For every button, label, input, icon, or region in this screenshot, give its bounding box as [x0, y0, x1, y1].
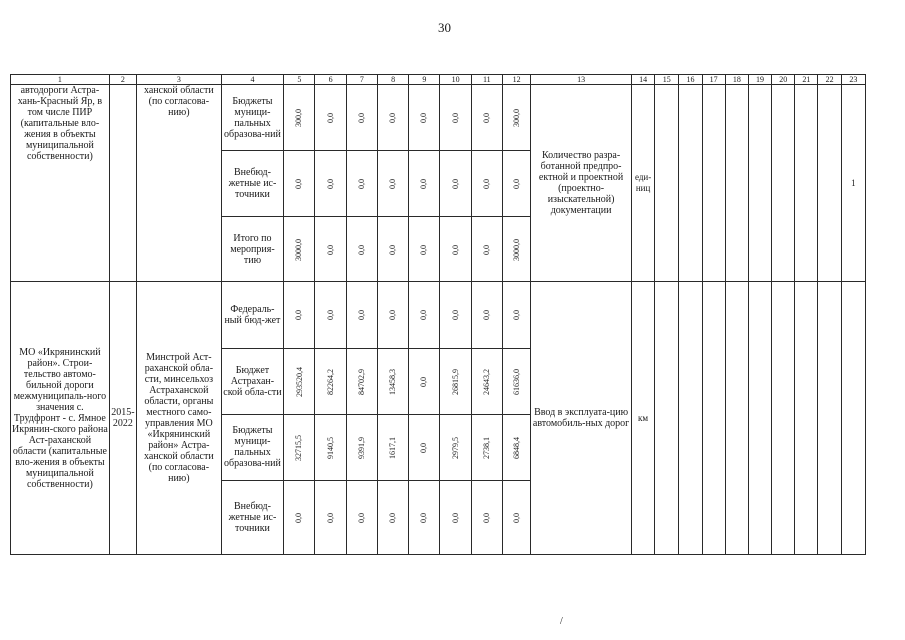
amount-cell: 9391,9 — [356, 436, 366, 459]
amount-cell: 0,0 — [481, 310, 491, 321]
amount-cell: 0,0 — [356, 113, 366, 124]
amount-cell: 300,0 — [294, 109, 304, 128]
amount-cell: 0,0 — [511, 512, 521, 523]
header-cell: 13 — [531, 75, 632, 85]
amount-cell: 0,0 — [388, 179, 398, 190]
header-cell: 19 — [748, 75, 771, 85]
amount-cell: 293520,4 — [295, 366, 305, 397]
page-number: 30 — [438, 20, 451, 35]
amount-cell: 0,0 — [294, 310, 304, 321]
funding-source: Внебюд-жетные ис-точники — [221, 151, 284, 217]
table-row — [11, 282, 866, 348]
amount-cell: 0,0 — [450, 310, 460, 321]
header-cell: 7 — [346, 75, 377, 85]
amount-cell: 0,0 — [511, 310, 521, 321]
executor: ханской области (по согласова-нию) — [137, 85, 222, 282]
amount-cell: 0,0 — [388, 512, 398, 523]
amount-cell: 0,0 — [356, 310, 366, 321]
amount-cell: 0,0 — [481, 113, 491, 124]
funding-source: Бюджет Астрахан-ской обла-сти — [221, 348, 284, 414]
amount-cell: 0,0 — [450, 179, 460, 190]
amount-cell: 6848,4 — [511, 436, 521, 459]
amount-cell: 0,0 — [388, 310, 398, 321]
amount-cell: 2979,5 — [450, 436, 460, 459]
header-cell: 5 — [284, 75, 315, 85]
amount-cell: 0,0 — [450, 113, 460, 124]
funding-source: Бюджеты муници-пальных образова-ний — [221, 414, 284, 480]
measure-name: МО «Икрянинский район». Строи-тельство автомо-бильной дороги межмуниципаль-ного значения с. Трудфронт - с. Ямное Икрянин-ского района Аст-раханской области (капитальные вло-жения в объекты муниципальной собственности) — [11, 282, 110, 555]
amount-cell: 82264,2 — [325, 368, 335, 395]
header-cell: 18 — [725, 75, 748, 85]
header-cell: 9 — [409, 75, 440, 85]
amount-cell: 0,0 — [419, 179, 429, 190]
amount-cell: 0,0 — [419, 310, 429, 321]
amount-cell: 0,0 — [419, 113, 429, 124]
amount-cell: 0,0 — [294, 512, 304, 523]
amount-cell: 0,0 — [325, 244, 335, 255]
header-cell: 22 — [818, 75, 841, 85]
funding-source: Итого по мероприя-тию — [221, 217, 284, 282]
table-row — [11, 85, 866, 151]
header-cell: 23 — [841, 75, 865, 85]
header-cell: 1 — [11, 75, 110, 85]
header-cell: 11 — [471, 75, 502, 85]
header-cell: 21 — [795, 75, 818, 85]
amount-cell: 26815,9 — [450, 368, 460, 395]
amount-cell: 13458,3 — [388, 368, 398, 395]
amount-cell: 32715,5 — [294, 434, 304, 461]
indicator: Количество разра-ботанной предпро-ектной и проектной (проектно-изыскательной) документации — [531, 85, 632, 282]
amount-cell: 1617,1 — [388, 436, 398, 459]
header-cell: 3 — [137, 75, 222, 85]
indicator: Ввод в эксплуата-цию автомобиль-ных дорог — [531, 282, 632, 555]
amount-cell: 0,0 — [481, 512, 491, 523]
amount-cell: 9140,5 — [325, 436, 335, 459]
amount-cell: 84702,9 — [356, 368, 366, 395]
amount-cell: 3000,0 — [511, 238, 521, 261]
header-cell: 6 — [315, 75, 346, 85]
amount-cell: 0,0 — [325, 310, 335, 321]
amount-cell: 0,0 — [356, 512, 366, 523]
header-row — [11, 75, 866, 85]
amount-cell: 3000,0 — [294, 238, 304, 261]
amount-cell: 0,0 — [325, 512, 335, 523]
funding-source: Бюджеты муници-пальных образова-ний — [221, 85, 284, 151]
period: 2015-2022 — [109, 282, 136, 555]
amount-cell: 0,0 — [356, 179, 366, 190]
amount-cell: 61636,0 — [511, 368, 521, 395]
amount-cell: 0,0 — [294, 179, 304, 190]
amount-cell: 0,0 — [481, 244, 491, 255]
header-cell: 17 — [702, 75, 725, 85]
header-cell: 12 — [502, 75, 530, 85]
amount-cell: 2738,1 — [481, 436, 491, 459]
funding-source: Внебюд-жетные ис-точники — [221, 480, 284, 554]
amount-cell: 0,0 — [481, 179, 491, 190]
header-cell: 14 — [631, 75, 654, 85]
header-cell: 4 — [221, 75, 284, 85]
measure-name: автодороги Астра-хань-Красный Яр, в том числе ПИР (капитальные вло-жения в объекты муниципальной собственности) — [11, 85, 110, 282]
amount-cell: 0,0 — [419, 244, 429, 255]
header-cell: 10 — [440, 75, 471, 85]
scan-mark: / — [560, 616, 563, 627]
amount-cell: 0,0 — [388, 113, 398, 124]
amount-cell: 0,0 — [419, 512, 429, 523]
amount-cell: 0,0 — [419, 376, 429, 387]
amount-cell: 0,0 — [450, 244, 460, 255]
amount-cell: 300,0 — [511, 109, 521, 128]
amount-cell: 24643,2 — [481, 368, 491, 395]
amount-cell: 0,0 — [450, 512, 460, 523]
header-cell: 15 — [655, 75, 679, 85]
program-table — [10, 74, 866, 555]
unit: км — [631, 282, 654, 555]
indicator-value: 1 — [841, 85, 865, 282]
amount-cell: 0,0 — [388, 244, 398, 255]
executor: Минстрой Аст-раханской обла-сти, минсельхоз Астраханской области, органы местного само-управления МО «Икрянинский район» Астра-ханской области (по согласова-нию) — [137, 282, 222, 555]
amount-cell: 0,0 — [511, 179, 521, 190]
amount-cell: 0,0 — [356, 244, 366, 255]
header-cell: 16 — [679, 75, 702, 85]
header-cell: 2 — [109, 75, 136, 85]
unit: еди-ниц — [631, 85, 654, 282]
header-cell: 8 — [377, 75, 408, 85]
funding-source: Федераль-ный бюд-жет — [221, 282, 284, 348]
amount-cell: 0,0 — [419, 442, 429, 453]
amount-cell: 0,0 — [325, 113, 335, 124]
header-cell: 20 — [772, 75, 795, 85]
amount-cell: 0,0 — [325, 179, 335, 190]
period — [109, 85, 136, 282]
